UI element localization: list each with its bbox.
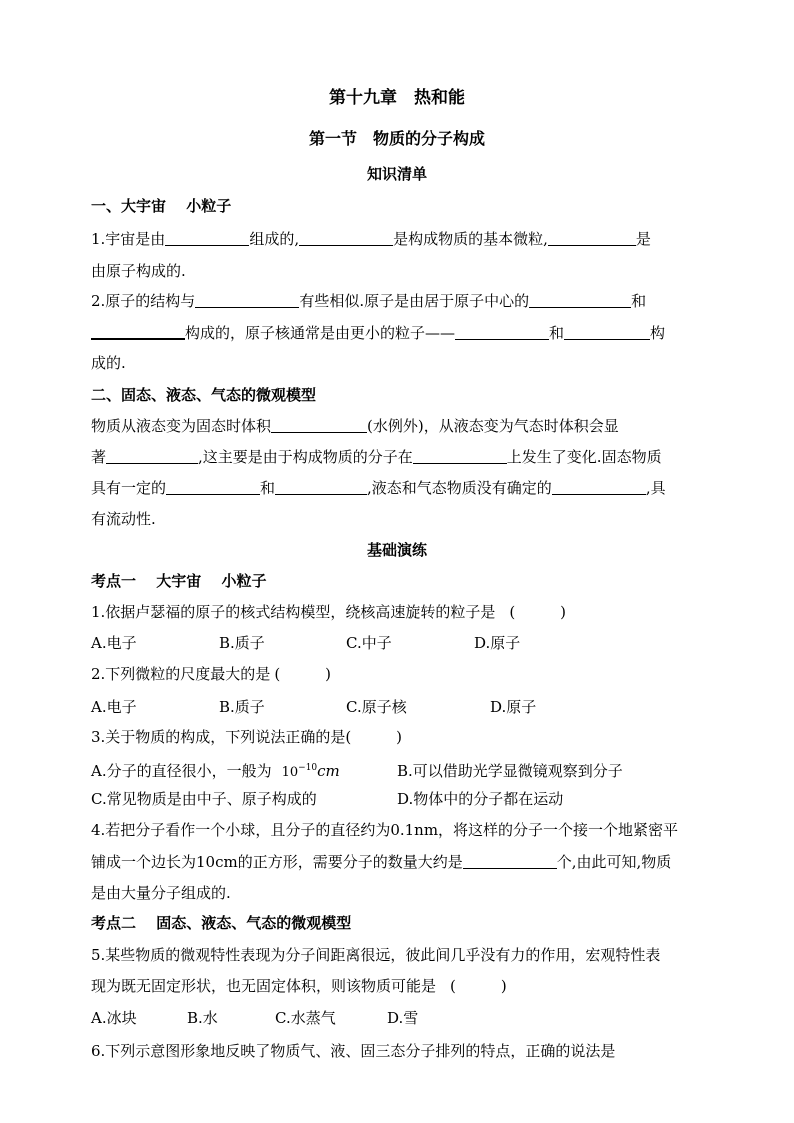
q4-text-a: 铺成一个边长为10cm的正方形，需要分子的数量大约是 bbox=[91, 853, 463, 871]
blank-field[interactable] bbox=[166, 479, 260, 495]
option-a-exponent: −10 bbox=[298, 763, 318, 773]
option-a[interactable] bbox=[91, 758, 397, 783]
option-a[interactable]: A.电子 bbox=[91, 634, 137, 652]
option-c[interactable]: C.中子 bbox=[346, 634, 392, 652]
option-d[interactable]: D.原子 bbox=[474, 634, 521, 652]
item2-text-d: 构成的，原子核通常是由更小的粒子—— bbox=[185, 324, 456, 342]
item2-text-c: 和 bbox=[631, 292, 647, 310]
part2-line1 bbox=[91, 416, 619, 436]
item2-line1 bbox=[91, 291, 646, 311]
item2-line2 bbox=[91, 323, 665, 343]
blank-field[interactable] bbox=[413, 448, 507, 464]
kp1-heading: 考点一 大宇宙 小粒子 bbox=[91, 572, 267, 590]
blank-field[interactable] bbox=[195, 292, 299, 308]
part2-text-a: 物质从液态变为固态时体积 bbox=[91, 417, 272, 435]
answer-paren[interactable]: ( ) bbox=[509, 603, 567, 621]
answer-paren[interactable]: ( ) bbox=[345, 728, 403, 746]
q3-options-row2 bbox=[91, 789, 563, 809]
practice-heading: 基础演练 bbox=[366, 541, 427, 559]
part2-line2 bbox=[91, 447, 662, 467]
knowledge-heading: 知识清单 bbox=[366, 165, 427, 183]
option-c[interactable]: C.原子核 bbox=[346, 698, 407, 716]
option-d[interactable]: D.雪 bbox=[387, 1009, 419, 1027]
blank-field[interactable] bbox=[552, 479, 646, 495]
q4-line1: 4.若把分子看作一个小球，且分子的直径约为0.1nm，将这样的分子一个接一个地紧密平 bbox=[91, 821, 679, 839]
q1-options bbox=[91, 633, 520, 653]
option-b[interactable]: B.可以借助光学显微镜观察到分子 bbox=[397, 762, 623, 780]
item2-text-a: 2.原子的结构与 bbox=[91, 292, 196, 310]
item2-line3: 成的. bbox=[91, 354, 126, 372]
q2-stem bbox=[91, 664, 331, 684]
q5-text: 现为既无固定形状，也无固定体积，则该物质可能是 bbox=[91, 977, 437, 995]
q6-line1: 6.下列示意图形象地反映了物质气、液、固三态分子排列的特点，正确的说法是 bbox=[91, 1042, 616, 1060]
blank-field[interactable] bbox=[91, 323, 185, 340]
answer-paren[interactable]: ( ) bbox=[450, 977, 507, 995]
q1-text: 1.依据卢瑟福的原子的核式结构模型，绕核高速旋转的粒子是 bbox=[91, 603, 496, 621]
blank-field[interactable] bbox=[463, 853, 557, 869]
part2-line3 bbox=[91, 478, 666, 498]
q4-line2 bbox=[91, 852, 671, 872]
blank-field[interactable] bbox=[275, 479, 367, 495]
option-a-unit: cm bbox=[317, 762, 340, 780]
q2-text: 2.下列微粒的尺度最大的是 bbox=[91, 665, 271, 683]
kp2-heading: 考点二 固态、液态、气态的微观模型 bbox=[91, 914, 352, 932]
q5-line2 bbox=[91, 976, 507, 996]
item1-text-d: 是 bbox=[635, 230, 651, 248]
item2-text-f: 构 bbox=[650, 324, 666, 342]
item2-text-e: 和 bbox=[549, 324, 565, 342]
part2-line4: 有流动性. bbox=[91, 510, 156, 528]
blank-field[interactable] bbox=[299, 230, 393, 246]
part1-heading: 一、大宇宙 小粒子 bbox=[91, 197, 232, 215]
blank-field[interactable] bbox=[564, 324, 650, 340]
part2-heading: 二、固态、液态、气态的微观模型 bbox=[91, 386, 317, 404]
option-a-base: 10 bbox=[281, 765, 299, 780]
blank-field[interactable] bbox=[271, 417, 367, 433]
q3-options-row1 bbox=[91, 758, 623, 783]
q1-stem bbox=[91, 602, 566, 622]
q5-line1: 5.某些物质的微观特性表现为分子间距离很远，彼此间几乎没有力的作用，宏观特性表 bbox=[91, 946, 661, 964]
blank-field[interactable] bbox=[548, 230, 636, 246]
blank-field[interactable] bbox=[106, 448, 198, 464]
item1-text-a: 1.宇宙是由 bbox=[91, 230, 166, 248]
q4-line3: 是由大量分子组成的. bbox=[91, 884, 231, 902]
q3-text: 3.关于物质的构成，下列说法正确的是 bbox=[91, 728, 346, 746]
q4-text-b: 个,由此可知,物质 bbox=[556, 853, 672, 871]
option-a[interactable]: A.电子 bbox=[91, 698, 137, 716]
item1-line2: 由原子构成的. bbox=[91, 262, 186, 280]
option-b[interactable]: B.质子 bbox=[219, 634, 265, 652]
option-d[interactable]: D.物体中的分子都在运动 bbox=[397, 790, 564, 808]
chapter-title: 第十九章 热和能 bbox=[329, 88, 465, 108]
option-a-text: A.分子的直径很小，一般为 bbox=[91, 762, 272, 780]
option-c[interactable]: C.常见物质是由中子、原子构成的 bbox=[91, 790, 317, 808]
option-d[interactable]: D.原子 bbox=[490, 698, 537, 716]
item1-text-b: 组成的, bbox=[249, 230, 300, 248]
blank-field[interactable] bbox=[529, 292, 631, 308]
q2-options bbox=[91, 697, 536, 717]
part2-text-b: (水例外)，从液态变为气态时体积会显 bbox=[367, 417, 619, 435]
part2-text-i: ,具 bbox=[645, 479, 666, 497]
section-title: 第一节 物质的分子构成 bbox=[308, 129, 485, 148]
item1-line1 bbox=[91, 229, 651, 249]
q3-stem bbox=[91, 727, 402, 747]
part2-text-h: ,液态和气态物质没有确定的 bbox=[367, 479, 552, 497]
part2-text-e: 上发生了变化.固态物质 bbox=[506, 448, 662, 466]
blank-field[interactable] bbox=[165, 230, 249, 246]
part2-text-g: 和 bbox=[260, 479, 276, 497]
part2-text-f: 具有一定的 bbox=[91, 479, 167, 497]
part2-text-d: ,这主要是由于构成物质的分子在 bbox=[198, 448, 413, 466]
option-b[interactable]: B.质子 bbox=[219, 698, 265, 716]
part2-text-c: 著 bbox=[91, 448, 107, 466]
answer-paren[interactable]: ( ) bbox=[274, 665, 332, 683]
item2-text-b: 有些相似.原子是由居于原子中心的 bbox=[299, 292, 530, 310]
item1-text-c: 是构成物质的基本微粒, bbox=[393, 230, 548, 248]
option-b[interactable]: B.水 bbox=[187, 1009, 218, 1027]
q5-options bbox=[91, 1008, 418, 1028]
blank-field[interactable] bbox=[455, 324, 549, 340]
option-c[interactable]: C.水蒸气 bbox=[275, 1009, 336, 1027]
option-a[interactable]: A.冰块 bbox=[91, 1009, 137, 1027]
